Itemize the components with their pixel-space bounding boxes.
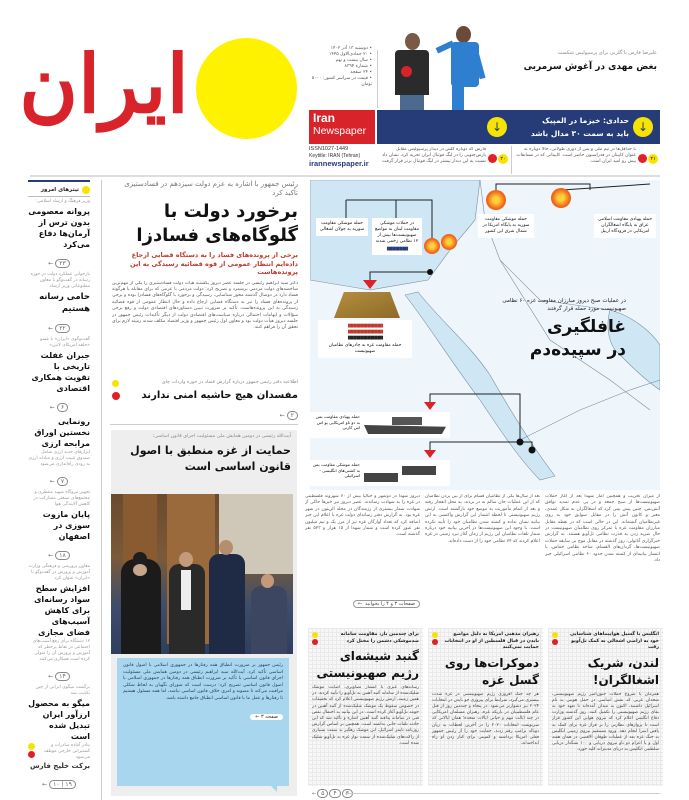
- masthead: [0, 0, 689, 148]
- arrow-left-icon: ←: [49, 478, 55, 485]
- soldiers-icon-row: ▮▮▮▮▮▮▮▮▮▮▮▮▮▮▮▮▮▮▮▮: [347, 329, 383, 335]
- issue-year: • سال بیست و نهم: [335, 58, 372, 63]
- infographic-headline-1: غافلگیری: [546, 317, 626, 337]
- article-column-text: بعد از سال‌ها یکی از نظامیان قسام برای از بین بردن نظامیان که از این عملیات جان سالم به در بردند، به محل انفجار رفته و بعد از اتمام مأموریت به موضع خود بازگشته است. ارتش رژیم صهیونیستی تا لحظه انتشار این گزارش واکنشی به این بیانیه نشان نداده و کشته شدن نظامیان خود را تأیید نکرده است. با وجود این صهیونیست‌ها در آخرین بیانیه خود درباره شمار تلفات نظامیان این رژیم از زمان آغاز نبرد زمینی در غزه اعلام کردند که ۷۴ نظامی خود را از دست داده‌اند.: [425, 494, 540, 544]
- sports-banner[interactable]: [377, 110, 660, 144]
- page-badge-red-icon: [488, 154, 497, 163]
- callout-syria-golan: [316, 218, 368, 236]
- bottom-story-headline: دموکرات‌ها روی گسل غزه: [444, 655, 539, 687]
- red-dot-icon: [28, 751, 35, 758]
- explosion-icon: [441, 234, 457, 250]
- brand-newspaper: Newspaper: [313, 125, 367, 137]
- page-ref-label: صفحات ۳ و ۴ را بخوانید: [365, 601, 415, 607]
- callout-text: حمله موشکی مقاومت یمن به کشتی‌های انگلیسی - اسرائیلی: [312, 462, 360, 479]
- website-link[interactable]: irannewspaper.ir: [309, 158, 369, 168]
- page-number: ۲۲: [55, 324, 69, 333]
- page-number: ۱۸: [55, 551, 69, 560]
- sidebar-item[interactable]: [28, 272, 90, 334]
- banner-line-2: باید به سمت ۳۰ مدال باشد: [530, 129, 629, 138]
- page-number: ۴: [329, 789, 340, 798]
- sidebar-item-footer: برکت خلیج فارس: [29, 762, 90, 770]
- arrow-left-icon: ←: [48, 260, 54, 267]
- cargo-ship-icon: [402, 466, 436, 475]
- page-ref[interactable]: [28, 259, 90, 268]
- lead-substory[interactable]: [112, 380, 298, 421]
- teaser-divider: [511, 146, 512, 174]
- marker-down-icon: [424, 450, 436, 458]
- explosion-icon: [551, 188, 571, 208]
- sidebar-item[interactable]: [28, 685, 90, 790]
- arrow-left-icon: ←: [42, 781, 48, 788]
- sidebar-item-kicker: معاون پرورشی و فرهنگی وزارت آموزش و پرورش در گفت‌وگو با «ایران» عنوان کرد: [28, 564, 90, 581]
- red-dot-icon: [112, 392, 120, 400]
- bottom-story-headline: لندن، شریک اشغالگران!: [587, 655, 659, 687]
- sidebar-item-kicker: تجهیز نیروگاه شهید منتظری و مجتمع‌های صنعتی مشارکت در کاهش آلایندگی هوا: [33, 490, 90, 507]
- sidebar-item-kicker: گفت‌وگوی «ایران» با عضو «حلقه امریکای لاتین»: [40, 337, 90, 348]
- soldiers-icon-row: ▮▮▮▮▮▮▮▮▮▮▮▮▮▮▮▮▮▮▮▮: [347, 335, 383, 341]
- sidebar-top-rule: [28, 180, 90, 182]
- photo-teaser-page: ۲۰: [498, 154, 508, 164]
- gaza-kicker: آیت‌الله رئیسی در دومین همایش ملی مسئولیت اجرای قانون اساسی:: [152, 434, 291, 439]
- page-ref[interactable]: [28, 477, 90, 486]
- lead-kicker: رئیس جمهور با اشاره به عزم دولت سیزدهم در فسادستیزی تأکید کرد: [124, 180, 298, 197]
- callout-iraq: [594, 214, 656, 238]
- sidebar-item-sub: ابزارهای جدید ارزی شامل صندوق تثبیت ارزی و مبادله ارزی به زودی راه‌اندازی می‌شود: [28, 450, 90, 467]
- infographic-map: [310, 180, 660, 490]
- sidebar-item-sub: بنادر آماده صادرات و کشتیرانی خارجی موظف می‌شود: [43, 743, 90, 760]
- yellow-dot-icon: [312, 632, 318, 638]
- callout-text: حمله پهپادی مقاومت اسلامی عراق به پایگاه اشغالگران امریکایی در فرودگاه اربیل: [597, 217, 653, 234]
- explosion-icon: [424, 238, 440, 254]
- marker-down-icon: [363, 280, 377, 289]
- sidebar-item-headline: میگو به محصول ارزآور ایران تبدیل شده است: [28, 699, 90, 741]
- sports-teaser-page: ۲۱: [648, 154, 658, 164]
- sidebar-item-kicker: برگشت میگوی ایرانی از چین تکذیب شد: [35, 685, 90, 696]
- page-ref-label: صفحه ۳: [261, 713, 278, 720]
- page-ref[interactable]: [28, 780, 90, 789]
- photo-teaser-text: فارس که دوباره گلش در دیدار پرسپولیس مقابل پارس‌جنوبی را در لیگ فوتبال ایران تجربه کرد، نشان داد نسبت به این دیدار بیشتر در لیگ فوتبال برتر قرار گرفت: [382, 147, 486, 164]
- callout-syria-us: [478, 214, 534, 238]
- yellow-dot-icon: [112, 380, 119, 387]
- callout-text: در حملات موشکی مقاومت لبنان به مواضع صهیونیست‌ها بیش از ۱۲ نظامی زخمی شدند: [375, 221, 419, 244]
- article-column: [425, 494, 540, 622]
- marker-down-icon: [424, 402, 436, 410]
- gaza-caption: رئیس جمهور بر ضرورت انطباق همه رفتارها در جمهوری اسلامی با اصول قانون اساسی تأکید کرد. آیت‌الله سید ابراهیم رئیسی در دومین همایش ملی مسئولیت اجرای قانون اساسی با تأکید بر ضرورت انطباق همه رفتارها در جمهوری اسلامی با اصول قانون اساسی تصریح کرد: درست است که شورای نگهبان به لحاظ شکلی مراقبت می‌کند تا مصوبه و امری خلاف قانون اساسی نباشد، اما همه مسئول هستیم تا رفتارها و عمل ما با قانون اساسی انطباق جامع داشته باشد.: [123, 663, 283, 701]
- page-number: ۲۳: [55, 259, 69, 268]
- article-column: [545, 494, 660, 622]
- caption-tail-icon: [271, 786, 277, 792]
- arrow-left-icon: ←: [48, 325, 54, 332]
- page-number: ۱۴: [55, 672, 69, 681]
- arrow-left-icon: ←: [255, 713, 260, 720]
- sidebar-title-dot-icon: [82, 186, 90, 194]
- gaza-box[interactable]: [111, 430, 297, 796]
- sidebar-item-kicker: وزیر فرهنگ و ارشاد اسلامی:: [35, 199, 90, 204]
- sidebar-divider: [101, 180, 102, 800]
- photo-player: [436, 26, 496, 110]
- arrow-left-icon: ←: [312, 790, 317, 797]
- article-column-text: از میزان تخریب و همچنین آمار شهدا بعد از آغاز حملات صهیونیست‌ها از صبح جمعه و در پی عدم تمدید توافق آتش‌بس، چنین پیش بینی کرد که اشغالگران به شکل عمدی، معبر و کانون آتش را در مقابل سوابق خود به روی غیرنظامیان گشته‌اند. این در حالی است که در نقطه مقابل مبارزان مقاومت غزه با تمرکز روی نظامیان صهیونیست در حال ضربه زدن به قدرت نظامی تل‌آویو هستند. به گزارش خبرگزاری آناتولی، روز گذشته در مقابل موج بی سابقه حملات صهیونیست‌ها، گردان‌های القسام، شاخه نظامی حماس، با انتشار بیانیه‌ای از کشته شدن حدود ۶۰ نظامی اسرائیلی خبر داد.: [545, 494, 660, 564]
- callout-lebanon: [372, 218, 422, 255]
- banner-right-arrow-icon: ↓: [633, 117, 653, 137]
- red-dot-icon: [432, 639, 438, 645]
- page-badge-red-icon: [638, 154, 647, 163]
- banner-text: [512, 114, 629, 140]
- tent-icon: [334, 292, 400, 318]
- callout-yemen-ships-1: [310, 412, 450, 438]
- bottom-story-kicker: برای چندمین بار، مقاومت سامانه ضدموشکی دشمن را مختل کرد: [340, 632, 419, 644]
- photo-teaser-page-badge: [488, 154, 508, 164]
- masthead-divider: [377, 50, 378, 108]
- yellow-dot-icon: [28, 743, 35, 750]
- logo[interactable]: [14, 22, 194, 146]
- sidebar-item[interactable]: [28, 416, 90, 487]
- sports-story[interactable]: [505, 50, 657, 74]
- issue-hijri-date: • ۲۰ جمادی‌الاول ۱۴۴۵: [328, 52, 372, 57]
- bottom-story[interactable]: [308, 628, 423, 786]
- red-dot-icon: [552, 639, 558, 645]
- callout-text: حمله مقاومت غزه به چادرهای نظامیان صهیونیست: [328, 343, 402, 354]
- lead-subhead: برخی از پرونده‌های فساد را به دستگاه قضایی ارجاع داده‌ایم انتظار عمومی از قوه قضائیه رسیدگی به این پرونده‌هاست: [130, 251, 298, 276]
- cargo-ship-icon: [364, 473, 398, 482]
- issue-info: [300, 46, 372, 88]
- sports-teaser-text: با حداقل‌ها در تیم ملی و پس از دوری طولانی، حالا دوباره به عنوان کاپیتان در فدراسیون حاضر است. کاپیتانی که در مسابقات پیش رو امید ایران است.: [516, 147, 636, 164]
- article-column: [305, 494, 420, 622]
- article-column-text: دیروز شهدا در دوشهر و جبالیا بیش از ۷۰ شهروند فلسطینی در غزه را به شهادت رساندند. عصر دیروز نیز خبرها حاکی از شهادت شمار بیشتری از رزمندگان در محله الزیتون در شهر غزه بود. به گزارش دفتر رسانه‌ای دولت غزه با اعلام این خبر اضافه کرد که تعداد آوارگان غزه نیز از مرز یک و نیم میلیون نفر عبور کرده است و شمار شهدا از ۱۵ هزار و ۵۲۳ نفر گذشته است.: [305, 494, 420, 538]
- sidebar-item-sub: ۱۲ دستگاه برای رفع آسیب‌های اجتماعی در نقاط پرخطر که آموزش و پرورش آن را متولی کرده است همکاری می‌کنند: [32, 639, 90, 662]
- issue-date: • دوشنبه ۱۳ آذر ۱۴۰۲: [330, 46, 372, 51]
- lead-rule: [110, 424, 298, 425]
- sidebar-item-headline: رونمایی نخستین اوراق مرابحه ارزی: [34, 417, 90, 448]
- infographic-headline-block: [486, 298, 626, 362]
- page-number: ۲: [287, 411, 298, 420]
- photo-teaser-block[interactable]: [382, 146, 510, 174]
- page-number: ۱۰ | ۱۹: [49, 780, 76, 789]
- keytitle: Keytitle: IRAN (Tehran): [309, 152, 361, 159]
- masthead-rule: [30, 175, 660, 177]
- lead-sub-headline: مفسدان هیچ حاشیه امنی ندارند: [141, 390, 298, 401]
- sidebar-item-headline: پایان مازوت سوزی در اصفهان: [42, 510, 90, 541]
- bottom-story-body: همزمان با شروع حملات جنون‌آمیز رژیم صهیونیستی، متحدان غربی که نقش اساسی در حمل هویتی به نام اسرائیل داشتند، اکنون به میدان آمده‌اند تا تعهد خود به بقای رژیم صهیونیستی را تکمیل کنند. روز گذشته وزارت دفاع انگلیس اعلام کرد که نیروی هوایی این کشور قرار است تا پروازهای نظارتی را بر فراز غزه برای کمک به یافتن اسرا انجام دهد. ورود مستقیم نیروی زمینی انگلیس به جنگ غزه بعد از عملیات طوفان الاقصی در همان هفته اول و با اعزام دو ناو نیروی دریایی و ۱۰۰ تفنگدار دریایی سلطنتی انگلیس به دریای مدیترانه کلید خورد.: [552, 691, 659, 753]
- sidebar-item-headline: حامی رسانه هستیم: [39, 292, 90, 314]
- sports-teaser-page-badge: [638, 154, 658, 164]
- photo-person: [209, 554, 245, 654]
- brand-box: [309, 110, 375, 144]
- columns-page-ref[interactable]: [353, 600, 420, 608]
- arrow-left-icon: ←: [357, 601, 363, 607]
- page-ref[interactable]: [28, 551, 90, 560]
- infographic-kicker: در عملیات صبح دیروز مبارزان مقاومت غزه ۶۰ نظامی صهیونیست مورد حمله قرار گرفتند: [502, 298, 626, 312]
- sports-kicker: علیرضا فارس با گلزنی برای پرسپولیس شکست: [557, 50, 657, 56]
- bottom-story[interactable]: [548, 628, 663, 786]
- sidebar-item[interactable]: [28, 490, 90, 561]
- lead-body: دکتر سید ابراهیم رئیسی در جلسه عصر دیروز یکشنبه هیأت دولت فسادستیزی را یکی از مهم‌ترین شاخصه‌های دولت مردمی برشمرد و تصریح کرد: دولت مردمی با عزمی که برای مقابله با هرگونه فساد دارد در دوسال گذشته محور شناسایی، رسیدگی و برخورد با گلوگاه‌های فسادزا بوده و برخی از پرونده‌های فساد را نیز به دستگاه قضایی ارجاع داده و حال انتظار عمومی از قوه قضائیه رسیدگی به این پرونده‌هاست. تأکید بر ضرورت تبیین دستاوردهای اقتصادی دولت و رفع برخی سؤالات و ابهامات احتمالی درباره سیاست‌های اقتصادی دولت از دیگر تأکیدات رئیس جمهور در جلسه دیروز هیأت دولت بود و معاون اول رئیس جمهور و وزیر اقتصاد مکلف شدند زمینه لازم برای تحقق آن را فراهم کنند.: [112, 280, 298, 331]
- issn-block-text: [309, 146, 379, 168]
- page-ref[interactable]: [28, 324, 90, 333]
- sidebar-item[interactable]: [28, 337, 90, 413]
- logo-sun-icon: [196, 38, 297, 139]
- photo-man: [392, 33, 432, 110]
- sidebar-item-headline: افزایش سطح سواد رسانه‌ای برای کاهش آسیب‌های فضای مجازی: [34, 584, 90, 637]
- sidebar-item[interactable]: [28, 564, 90, 682]
- page-number: ۶: [57, 403, 68, 412]
- bottom-story-body: هر چه جنگ افروزی رژیم صهیونیستی در غزه شدت بیشتری می‌گیرد، شرایط برای پیروزی جو بایدن در انتخابات ۲۰۲۴ نیز دشوارتر می‌شود. در پنجاه و چندمین روز از قتل عام فلسطینیان در باریکه غزه، رهبران مسلمان امریکایی در چند ایالت مهم و حیاتی ایالات متحده؛ همان ایالاتی که سرنوشت انتخابات ۲۰۲۰ را در آخرین لحظات به زیان دونالد ترامپ رقم زدند، حمایت خود را از رئیس جمهور فعلی امریکا برداشته و کمپینی برای کنار زدن او راه انداخته‌اند.: [432, 691, 539, 747]
- gaza-page-ref[interactable]: [250, 714, 283, 720]
- gaza-headline: حمایت از غزه منطبق با اصول قانون اساسی است: [130, 444, 291, 473]
- bottom-story-kicker: رهبران مذهبی امریکا به دلیل مواضع بایدن در قبال فلسطین از او در انتخابات حمایت نمی‌کنند: [444, 632, 539, 650]
- sidebar-item[interactable]: [28, 199, 90, 269]
- arrow-left-icon: ←: [48, 673, 54, 680]
- logo-text: ایران: [19, 37, 189, 131]
- arrow-left-icon: ←: [49, 404, 55, 411]
- yellow-dot-icon: [432, 632, 438, 638]
- issue-pages: • ۲۴ صفحه: [350, 70, 372, 75]
- arrow-left-icon: ←: [48, 552, 54, 559]
- issue-price: • قیمت در سراسر کشور: ۵۰۰۰ تومان: [311, 76, 372, 87]
- gaza-caption-box: [117, 658, 289, 786]
- sidebar-header: [28, 184, 90, 195]
- page-ref[interactable]: [280, 411, 298, 420]
- yellow-dot-icon: [552, 632, 558, 638]
- callout-text: حمله پهپادی مقاومت یمن به دو ناو امریکایی یو اس اس کارنی: [315, 414, 360, 431]
- sidebar: [28, 180, 100, 800]
- callout-yemen-ships-2: [310, 460, 450, 486]
- sports-headline: بغض مهدی در آغوش سرمربی: [523, 62, 657, 72]
- callout-gaza: [318, 320, 412, 358]
- bottom-story[interactable]: [428, 628, 543, 786]
- callout-text: حمله موشکی مقاومت سوریه به جولان اشغالی: [319, 221, 365, 232]
- issn: ISSN1027-1449: [309, 146, 349, 152]
- sports-teaser-block[interactable]: [514, 146, 660, 174]
- banner-left-arrow-icon: ↓: [487, 117, 507, 137]
- sports-photo: [380, 18, 505, 110]
- sidebar-title: تیترهای امروز: [40, 186, 79, 193]
- page-ref[interactable]: [28, 403, 90, 412]
- warship-icon: [364, 425, 446, 434]
- bottom-story-body: رسانه‌های عبری با انتشار تصاویری، اصابت موشک شلیک‌شده از سامانه گنبد آهنین به تل‌آویو را تأیید کردند. در همین زمینه، ارتش رژیم صهیونیستی اعلام کرد که تحقیقات در خصوص سقوط یک موشک شلیک‌شده از گنبد آهنین در حومه تل‌آویو آغاز کرده است. در این بیانیه به احتمال نقص فنی در سامانه پدافند گنبد آهنین اشاره و تأکید شد که این حادثه تلفات جانی نداشته است. همچنین بر اساس گزارش روزنامه تایمز اسرائیل، این موشک رهگیر به سمت بسیاری از راکت‌های شلیک‌شده از سمت نوار غزه به تل‌آویو شلیک شده‌ است.: [312, 685, 419, 746]
- page-number: ۷: [57, 477, 68, 486]
- page-ref[interactable]: [28, 672, 90, 681]
- issue-number: • شماره ۸۳۹۴: [344, 64, 372, 69]
- brand-iran: Iran: [313, 111, 336, 125]
- banner-line-1: حدادی: خیزما در المپیک: [542, 116, 629, 125]
- bottom-story-headline: گنبد شیشه‌ای رژیم صهیونیستی: [316, 649, 419, 680]
- sidebar-item-headline: جبران غفلت تاریخی با تقویت همکاری اقتصادی: [31, 351, 90, 393]
- lead-story[interactable]: [112, 180, 298, 345]
- callout-text: حمله موشکی مقاومت سوریه به پایگاه امریکا در شمال شرق این کشور: [482, 217, 530, 234]
- soldiers-icon-row: ▮▮▮▮▮▮▮▮▮▮▮▮: [386, 246, 408, 252]
- page-number: ۵: [317, 789, 328, 798]
- gaza-photo: [111, 494, 293, 654]
- sidebar-item-headline: پروانه معصومی بدون ترس از آرمان‌ها دفاع می‌کرد: [28, 207, 90, 249]
- sidebar-item-kicker: بازخوانی عملکرد دولت در حوزه رسانه در گفت‌وگو با معاون مطبوعاتی وزیر ارشاد: [30, 272, 90, 289]
- arrow-left-icon: ←: [279, 412, 285, 419]
- sidebar-list: [28, 199, 90, 790]
- red-dot-icon: [312, 639, 318, 645]
- photo-person: [251, 586, 287, 654]
- lead-sub-kicker: اطلاعیه دفتر رئیس جمهور درباره گزارش فساد در حوزه واردات چای: [161, 380, 298, 385]
- bottom-rule: [345, 793, 660, 794]
- explosion-icon: [486, 190, 506, 210]
- infographic-headline-2: در سپیده‌دم: [529, 340, 626, 360]
- bottom-story-kicker: انگلیس با گسیل هواپیماهای شناسایی خود به اراضی اشغالی به کمک تل‌آویو رفت: [569, 632, 659, 650]
- soldiers-icon-row: ▮▮▮▮▮▮▮▮▮▮▮▮▮▮▮▮▮▮▮▮: [347, 323, 383, 329]
- lead-headline: برخورد دولت با گلوگاه‌های فسادزا: [136, 201, 298, 246]
